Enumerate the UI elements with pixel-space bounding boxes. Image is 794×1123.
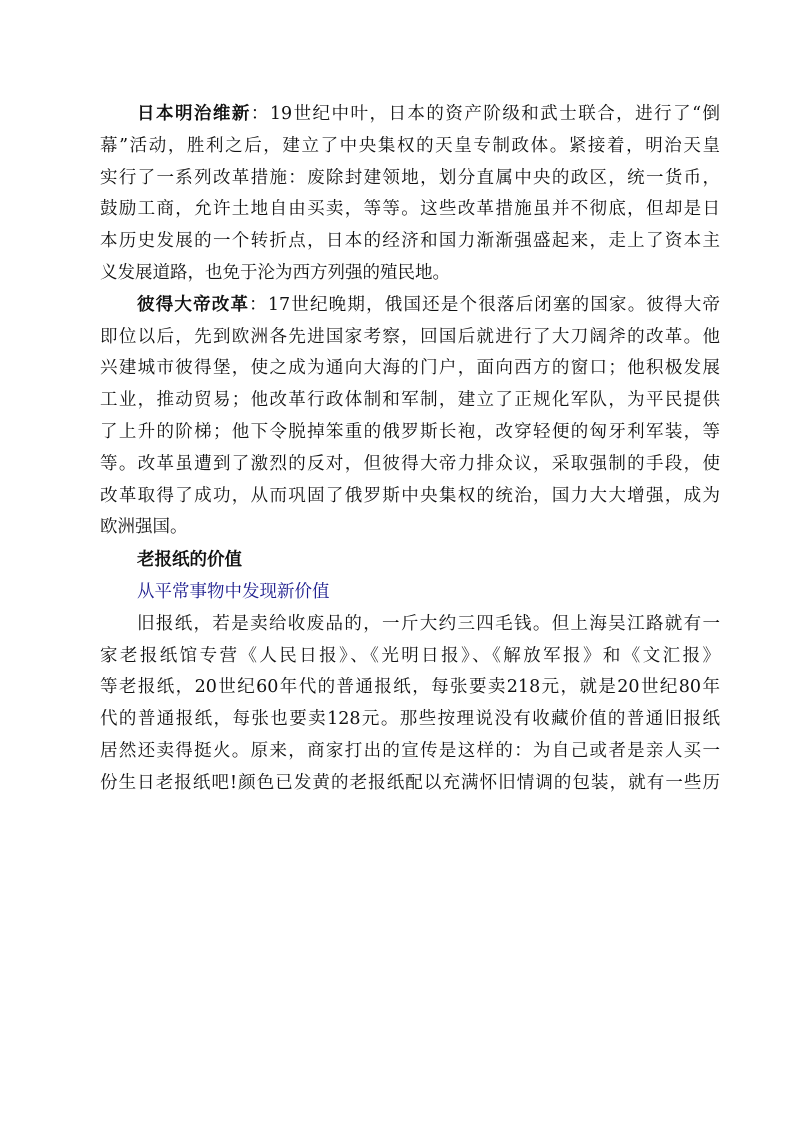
text-line: 等老报纸，20世纪60年代的普通报纸，每张要卖218元，就是20世纪80年 [100, 677, 720, 698]
text-line: 代的普通报纸，每张也要卖128元。那些按理说没有收藏价值的普通旧报纸 [100, 709, 720, 730]
text-line: 工业，推动贸易；他改革行政体制和军制，建立了正规化军队，为平民提供 [100, 390, 720, 411]
section-subtitle: 从平常事物中发现新价值 [137, 581, 330, 602]
text-line [100, 290, 720, 322]
peter-line-1: ：17世纪晚期，俄国还是个很落后闭塞的国家。彼得大帝 [249, 294, 720, 315]
text-line: 本历史发展的一个转折点，日本的经济和国力渐渐强盛起来，走上了资本主 [100, 231, 720, 252]
text-line: 幕”活动，胜利之后，建立了中央集权的天皇专制政体。紧接着，明治天皇 [100, 135, 720, 156]
meiji-line-1: ：19世纪中叶，日本的资产阶级和武士联合，进行了“倒 [250, 104, 720, 124]
meiji-title: 日本明治维新 [137, 104, 251, 124]
document-body [100, 99, 720, 800]
text-line: 份生日老报纸吧!颜色已发黄的老报纸配以充满怀旧情调的包装，就有一些历 [100, 772, 720, 793]
text-line: 实行了一系列改革措施：废除封建领地，划分直属中央的政区，统一货币， [100, 167, 720, 188]
text-line: 兴建城市彼得堡，使之成为通向大海的门户，面向西方的窗口；他积极发展 [100, 358, 720, 379]
text-line: 欧洲强国。 [100, 517, 188, 538]
text-line: 家老报纸馆专营《人民日报》、《光明日报》、《解放军报》和《文汇报》 [100, 645, 720, 666]
text-line: 义发展道路，也免于沦为西方列强的殖民地。 [100, 262, 450, 283]
peter-paragraph [100, 290, 720, 544]
meiji-paragraph [100, 99, 720, 290]
text-line: 旧报纸，若是卖给收废品的，一斤大约三四毛钱。但上海吴江路就有一 [137, 613, 720, 634]
text-line: 鼓励工商，允许土地自由买卖，等等。这些改革措施虽并不彻底，但却是日 [100, 199, 720, 220]
text-line [100, 99, 720, 131]
text-line: 改革取得了成功，从而巩固了俄罗斯中央集权的统治，国力大大增强，成为 [100, 485, 720, 506]
text-line: 等。改革虽遭到了激烈的反对，但彼得大帝力排众议，采取强制的手段，使 [100, 453, 720, 474]
section-heading: 老报纸的价值 [137, 550, 242, 571]
peter-title: 彼得大帝改革 [137, 294, 250, 315]
newspaper-section [100, 545, 720, 799]
text-line: 即位以后，先到欧洲各先进国家考察，回国后就进行了大刀阔斧的改革。他 [100, 326, 720, 347]
text-line: 了上升的阶梯；他下令脱掉笨重的俄罗斯长袍，改穿轻便的匈牙利军装，等 [100, 421, 720, 442]
text-line: 居然还卖得挺火。原来，商家打出的宣传是这样的：为自己或者是亲人买一 [100, 740, 720, 761]
